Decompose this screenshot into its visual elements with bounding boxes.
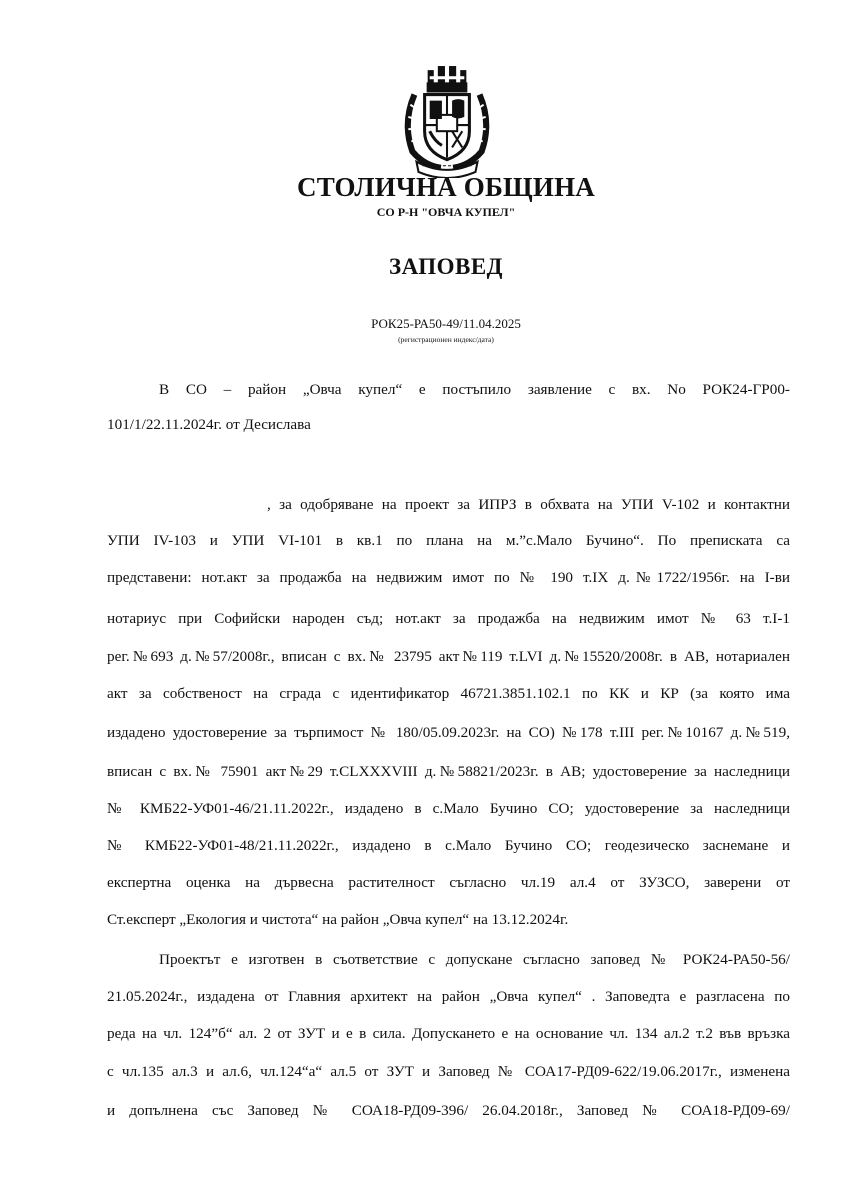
body-line: и допълнена със Заповед № СОА18-РД09-396/ 26.04.2018г., Заповед № СОА18-РД09-69/: [107, 1102, 790, 1119]
body-line: издадено удостоверение за търпимост № 180/05.09.2023г. на СО) №178 т.III рег.№10167 д.№519,: [107, 724, 790, 741]
body-line: представени: нот.акт за продажба на недвижим имот по № 190 т.IX д.№1722/1956г. на I-ви: [107, 569, 790, 586]
body-line: Проектът е изготвен в съответствие с допускане съгласно заповед № РОК24-РА50-56/: [159, 951, 790, 968]
district-name: СО Р-Н "ОВЧА КУПЕЛ": [376, 205, 516, 219]
body-line: реда на чл. 124”б“ ал. 2 от ЗУТ и е в сила. Допускането е на основание чл. 134 ал.2 т.2 във връзка: [107, 1025, 790, 1042]
body-line: В СО – район „Овча купел“ е постъпило заявление с вх. No РОК24-ГР00-: [159, 381, 790, 398]
body-line: 21.05.2024г., издадена от Главния архитект на район „Овча купел“ . Заповедта е разгласена по: [107, 988, 790, 1005]
body-line: , за одобряване на проект за ИПРЗ в обхвата на УПИ V-102 и контактни: [267, 496, 790, 513]
registration-index: РОК25-РА50-49/11.04.2025: [371, 316, 521, 331]
body-line: експертна оценка на дървесна растителност съгласно чл.19 ал.4 от ЗУЗСО, заверени от: [107, 874, 790, 891]
crown-icon: [427, 66, 468, 92]
body-line: вписан с вх.№ 75901 акт№29 т.CLXXXVIII д.№58821/2023г. в АВ; удостоверение за наследници: [107, 763, 790, 780]
body-line: УПИ IV-103 и УПИ VI-101 в кв.1 по плана на м.”с.Мало Бучино“. По преписката са: [107, 532, 790, 549]
document-title: ЗАПОВЕД: [389, 254, 503, 279]
body-line: Ст.експерт „Екология и чистота“ на район „Овча купел“ на 13.12.2024г.: [107, 911, 569, 928]
sofia-coat-of-arms-logo: [396, 64, 498, 178]
body-line: с чл.135 ал.3 и ал.6, чл.124“а“ ал.5 от ЗУТ и Заповед № СОА17-РД09-622/19.06.2017г., изменена: [107, 1063, 790, 1080]
body-line: рег.№693 д.№57/2008г., вписан с вх.№ 23795 акт№119 т.LVI д.№15520/2008г. в АВ, нотариален: [107, 648, 790, 665]
body-line: нотариус при Софийски народен съд; нот.акт за продажба на недвижим имот № 63 т.I-1: [107, 610, 790, 627]
organization-name: СТОЛИЧНА ОБЩИНА: [297, 172, 595, 202]
registration-caption: (регистрационен индекс/дата): [398, 335, 494, 344]
body-line: № КМБ22-УФ01-46/21.11.2022г., издадено в с.Мало Бучино СО; удостоверение за наследници: [107, 800, 790, 817]
body-line: № КМБ22-УФ01-48/21.11.2022г., издадено в с.Мало Бучино СО; геодезическо заснемане и: [107, 837, 790, 854]
body-line: 101/1/22.11.2024г. от Десислава: [107, 416, 311, 433]
body-line: акт за собственост на сграда с идентификатор 46721.3851.102.1 по КК и КР (за която има: [107, 685, 790, 702]
